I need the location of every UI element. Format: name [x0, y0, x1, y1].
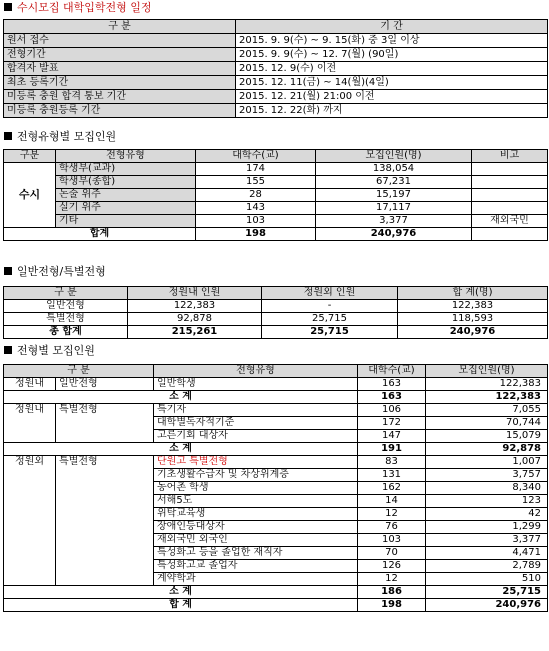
- table-row: 고른기회 대상자 147 15,079: [4, 430, 548, 443]
- square-bullet-icon: [4, 132, 12, 140]
- section-title-schedule: 수시모집 대학입학전형 일정: [4, 1, 152, 15]
- schedule-table: [3, 19, 548, 118]
- table-total-row: 합계 198 240,976: [4, 228, 548, 241]
- table-row: 논술 위주 28 15,197: [4, 189, 548, 202]
- table-row: 재외국민 외국인 103 3,377: [4, 534, 548, 547]
- track-table: [3, 364, 548, 612]
- table-row: 원서 접수 2015. 9. 9(수) ~ 9. 15(화) 중 3일 이상: [4, 34, 548, 48]
- square-bullet-icon: [4, 3, 12, 11]
- table-row: 일반전형 122,383 - 122,383: [4, 300, 548, 313]
- table-row: 서해5도 14 123: [4, 495, 548, 508]
- table-row: 정원외 특별전형 단원고 특별전형 83 1,007: [4, 456, 548, 469]
- section-title-general-special: 일반전형/특별전형: [4, 265, 106, 279]
- table-row: 합격자 발표 2015. 12. 9(수) 이전: [4, 62, 548, 76]
- section-title-by-type: 전형유형별 모집인원: [4, 130, 116, 144]
- table-row: 전형기간 2015. 9. 9(수) ~ 12. 7(월) (90일): [4, 48, 548, 62]
- table-header-row: 구분 전형유형 대학수(교) 모집인원(명) 비고: [4, 150, 548, 163]
- subtotal-row: 소 계 163 122,383: [4, 391, 548, 404]
- square-bullet-icon: [4, 267, 12, 275]
- table-header-row: 구 분 기 간: [4, 20, 548, 34]
- square-bullet-icon: [4, 346, 12, 354]
- section-title-by-track: 전형별 모집인원: [4, 344, 95, 358]
- table-row: 농어촌 학생 162 8,340: [4, 482, 548, 495]
- table-row: 기초생활수급자 및 차상위계층 131 3,757: [4, 469, 548, 482]
- table-row: 기타 103 3,377 재외국민: [4, 215, 548, 228]
- table-row: 대학별독자적기준 172 70,744: [4, 417, 548, 430]
- table-row: 계약학과 12 510: [4, 573, 548, 586]
- table-row: 특성화고 등을 졸업한 재직자 70 4,471: [4, 547, 548, 560]
- type-table: [3, 149, 548, 241]
- table-row: 특별전형 92,878 25,715 118,593: [4, 313, 548, 326]
- table-row: 특성화고교 졸업자 126 2,789: [4, 560, 548, 573]
- table-row: 정원내 일반전형 일반학생 163 122,383: [4, 378, 548, 391]
- table-row: 정원내 특별전형 특기자 106 7,055: [4, 404, 548, 417]
- table-row: 수시 학생부(교과) 174 138,054: [4, 163, 548, 176]
- table-total-row: 총 합계 215,261 25,715 240,976: [4, 326, 548, 339]
- subtotal-row: 소 계 191 92,878: [4, 443, 548, 456]
- general-special-table: [3, 286, 548, 339]
- table-row: 미등록 충원 합격 통보 기간 2015. 12. 21(월) 21:00 이전: [4, 90, 548, 104]
- table-header-row: 구 분 전형유형 대학수(교) 모집인원(명): [4, 365, 548, 378]
- table-row: 장애인등대상자 76 1,299: [4, 521, 548, 534]
- table-row: 학생부(종합) 155 67,231: [4, 176, 548, 189]
- table-header-row: 구 분 정원내 인원 정원외 인원 합 계(명): [4, 287, 548, 300]
- subtotal-row: 소 계 186 25,715: [4, 586, 548, 599]
- table-total-row: 합 계 198 240,976: [4, 599, 548, 612]
- table-row: 미등록 충원등록 기간 2015. 12. 22(화) 까지: [4, 104, 548, 118]
- table-row: 실기 위주 143 17,117: [4, 202, 548, 215]
- table-row: 최초 등록기간 2015. 12. 11(금) ~ 14(월)(4일): [4, 76, 548, 90]
- table-row: 위탁교육생 12 42: [4, 508, 548, 521]
